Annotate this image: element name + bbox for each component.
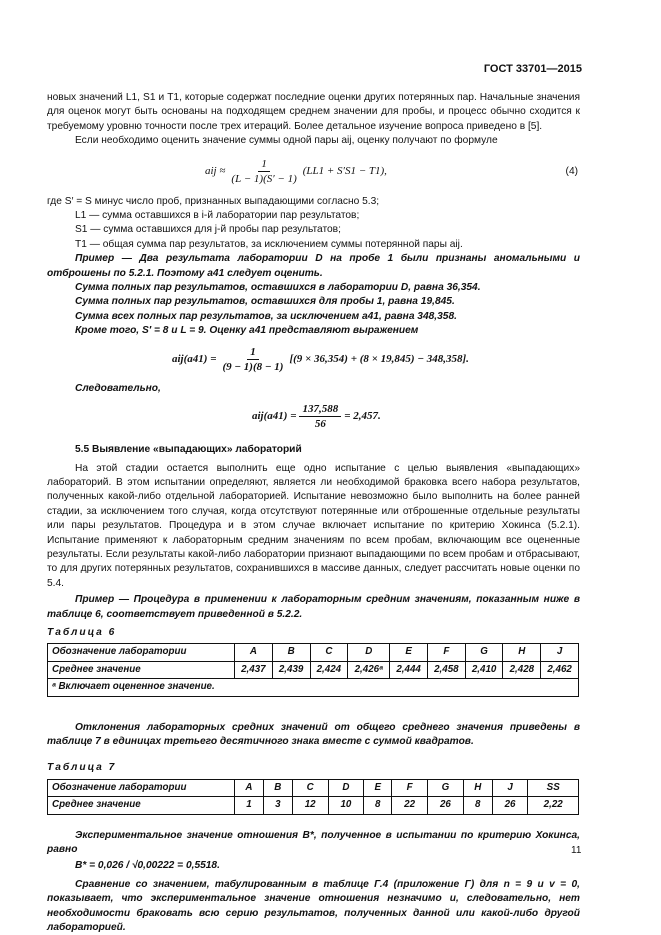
table-row: [48, 797, 579, 814]
table-cell: Среднее значение: [48, 797, 235, 814]
table-cell: 10: [328, 797, 364, 814]
table-cell: 8: [463, 797, 492, 814]
table-6-caption: Таблица 6: [47, 626, 117, 638]
table-cell: D: [328, 779, 364, 796]
table-cell: 2,462: [541, 661, 579, 678]
final-text-2: Сравнение со значением, табулированным в таблице Г.4 (приложение Г) для n = 9 и v = 0, показывает, что экспериментальное значение отношения незначимо и, следовательно, нет необходимости браковать всю серию результатов, полученных данной или какой-либо другой лабораторией.: [47, 878, 580, 934]
table-cell: E: [364, 779, 392, 796]
formula-lhs: aij ≈: [205, 165, 226, 178]
table-cell: 3: [263, 797, 292, 814]
table-cell: B: [263, 779, 292, 796]
example-formula-lhs: aij(a41) =: [172, 352, 217, 365]
table-cell: Обозначение лаборатории: [48, 644, 235, 661]
example-1-params: Кроме того, S′ = 8 и L = 9. Оценку a41 представляют выражением: [75, 325, 419, 337]
table-7: [47, 779, 579, 815]
example-1-sum-lab: Сумма полных пар результатов, оставшихся в лаборатории D, равна 36,354.: [75, 282, 481, 294]
table-cell: 2,437: [235, 661, 273, 678]
table-cell: J: [492, 779, 528, 796]
table-cell: 2,458: [427, 661, 465, 678]
example-1-consequently: Следовательно,: [75, 382, 161, 394]
example-1-intro: Пример — Два результата лаборатории D на пробе 1 были признаны аномальными и отброшены по 5.2.1. Поэтому a41 следует оценить.: [47, 253, 580, 279]
page-number: 11: [571, 845, 582, 856]
example-1-sum-sample: Сумма полных пар результатов, оставшихся для пробы 1, равна 19,845.: [75, 296, 455, 308]
table-cell: A: [235, 779, 264, 796]
table-6-footnote: ᵃ Включает оцененное значение.: [48, 679, 579, 696]
paragraph-intro: новых значений L1, S1 и T1, которые содержат последние оценки других потерянных пар. Начальные значения для оценок могут быть основаны на подходящем среднем значении для пробы, и процесс обычно сходится к требуемому уровню точности после трех итераций. Более детальное изучение вопроса приведено в [5].: [47, 92, 580, 132]
table-cell: Обозначение лаборатории: [48, 779, 235, 796]
table-cell: A: [235, 644, 273, 661]
table-7-caption: Таблица 7: [47, 762, 117, 774]
example-1-sum-all: Сумма всех полных пар результатов, за исключением a41, равна 348,358.: [75, 310, 457, 322]
result-fraction: [299, 402, 341, 431]
table-cell: 2,428: [503, 661, 541, 678]
formula-fraction: [228, 157, 299, 186]
example-2-text: Пример — Процедура в применении к лабораторным средним значениям, показанным ниже в таблице 6, соответствует приведенной в 5.2.2.: [47, 594, 580, 620]
document-header: ГОСТ 33701—2015: [483, 63, 582, 75]
table-cell: 12: [292, 797, 328, 814]
table-cell: 2,410: [465, 661, 503, 678]
example-formula-numerator: 1: [247, 345, 259, 360]
formula-number: (4): [565, 165, 578, 177]
table-cell: 2,426ᵃ: [348, 661, 390, 678]
table-cell: H: [463, 779, 492, 796]
result-numerator: 137,588: [299, 402, 341, 417]
final-text-1: Экспериментальное значение отношения B*, полученное в испытании по критерию Хокинса, равно: [47, 829, 580, 856]
result-lhs: aij(a41) =: [252, 410, 297, 423]
table-cell: 8: [364, 797, 392, 814]
table-row: [48, 679, 579, 696]
table-cell: 22: [392, 797, 428, 814]
example-1-result: [252, 402, 580, 431]
table-cell: G: [428, 779, 464, 796]
table-cell: 26: [492, 797, 528, 814]
table-cell: 2,424: [310, 661, 348, 678]
formula-denominator: (L − 1)(S′ − 1): [231, 173, 297, 186]
section-5-5-text: На этой стадии остается выполнить еще одно испытание с целью выявления «выпадающих» лабораторий. В этом испытании определяют, является ли необходимой браковка всего набора результатов, полученных какой-либо отдельной лабораторией. Испытание невозможно было выполнить на более ранней стадии, за исключением того случая, когда отсутствуют потерянные или отброшенные отдельные результаты или пары результатов. Процедура и в этом случае включает испытание по критерию Хокинса (5.2.1). Испытание применяют к лабораторным средним значениям по всем пробам, включающим все оцененные результаты. Если результаты какой-либо лаборатории признают выпадающими по всем пробам и отбрасывают, то для других потерянных результатов, сохранившихся в массиве данных, следует рассчитать новые оценки по 5.4.: [47, 462, 580, 589]
table-cell: 1: [235, 797, 264, 814]
table-cell: B: [272, 644, 310, 661]
table-cell: 2,22: [528, 797, 579, 814]
formula-numerator: 1: [258, 157, 270, 172]
table-cell: E: [390, 644, 428, 661]
table-cell: F: [392, 779, 428, 796]
table-cell: 2,444: [390, 661, 428, 678]
formula-4: [47, 155, 580, 189]
example-formula-fraction: [219, 345, 286, 374]
table-row: [48, 644, 579, 661]
table-cell: 26: [428, 797, 464, 814]
example-1-formula: [172, 345, 580, 374]
definition-where: где S′ = S минус число проб, признанных выпадающими согласно 5.3;: [47, 195, 380, 207]
result-denominator: 56: [314, 418, 326, 431]
formula-rhs: (LL1 + S′S1 − T1),: [302, 165, 387, 178]
table-cell: G: [465, 644, 503, 661]
table-cell: D: [348, 644, 390, 661]
definition-s1: S1 — сумма оставшихся для j-й пробы пар результатов;: [75, 224, 341, 236]
table-cell: C: [292, 779, 328, 796]
table-6: [47, 643, 579, 696]
table-cell: SS: [528, 779, 579, 796]
final-formula: B* = 0,026 / √0,00222 = 0,5518.: [75, 860, 220, 872]
section-5-5-title: 5.5 Выявление «выпадающих» лабораторий: [75, 444, 302, 456]
paragraph-formula-intro: Если необходимо оценить значение суммы одной пары aij, оценку получают по формуле: [75, 135, 498, 147]
example-formula-denominator: (9 − 1)(8 − 1): [222, 360, 284, 373]
table-cell: J: [541, 644, 579, 661]
page-content: [47, 91, 580, 935]
table-cell: Среднее значение: [48, 661, 235, 678]
table-row: [48, 661, 579, 678]
table-row: [48, 779, 579, 796]
between-tables-text: Отклонения лабораторных средних значений от общего среднего значения приведены в таблице 7 в единицах третьего десятичного знака вместе с суммой квадратов.: [47, 721, 580, 747]
example-formula-rhs: [(9 × 36,354) + (8 × 19,845) − 348,358].: [289, 352, 469, 365]
table-cell: H: [503, 644, 541, 661]
table-cell: C: [310, 644, 348, 661]
definition-t1: T1 — общая сумма пар результатов, за исключением суммы потерянной пары aij.: [75, 238, 463, 250]
table-cell: F: [427, 644, 465, 661]
table-cell: 2,439: [272, 661, 310, 678]
result-rhs: = 2,457.: [344, 410, 381, 423]
definition-l1: L1 — сумма оставшихся в i-й лаборатории пар результатов;: [75, 210, 360, 222]
